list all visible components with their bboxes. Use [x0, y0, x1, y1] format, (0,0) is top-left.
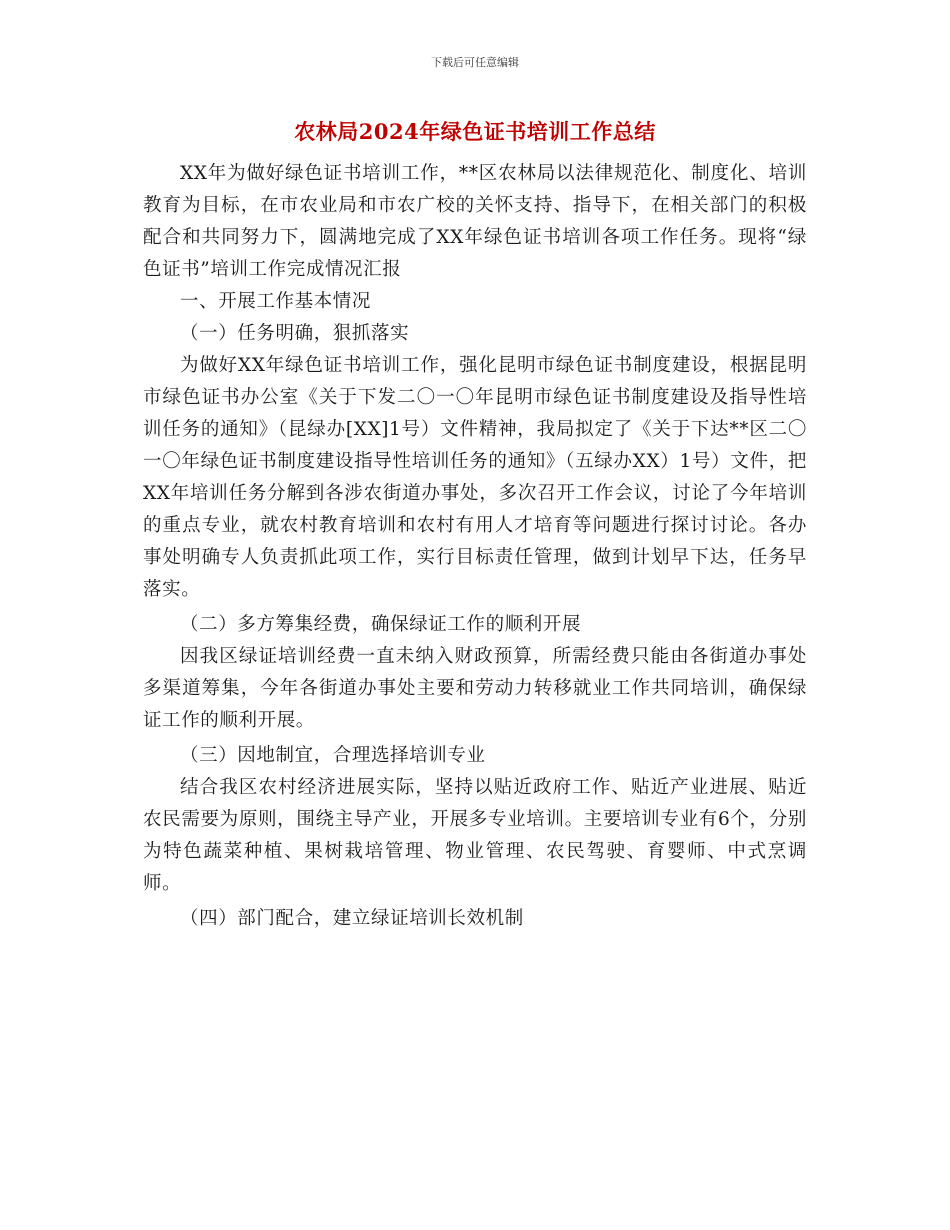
header-note: 下载后可任意编辑 — [431, 56, 519, 69]
body-paragraph-3: 结合我区农村经济进展实际，坚持以贴近政府工作、贴近产业进展、贴近农民需要为原则，围绕主导产业，开展多专业培训。主要培训专业有6个，分别为特色蔬菜种植、果树栽培管理、物业管理、农民驾驶、育婴师、中式烹调师。 — [143, 777, 807, 894]
subsection-heading-4: （四）部门配合，建立绿证培训长效机制 — [180, 908, 524, 929]
body-paragraph-1: 为做好XX年绿色证书培训工作，强化昆明市绿色证书制度建设，根据昆明市绿色证书办公室《关于下发二〇一〇年昆明市绿色证书制度建设及指导性培训任务的通知》（昆绿办[XX]1号）文件精神，我局拟定了《关于下达**区二〇一〇年绿色证书制度建设指导性培训任务的通知》（五绿办XX）1号）文件，把XX年培训任务分解到各涉农街道办事处，多次召开工作会议，讨论了今年培训的重点专业，就农村教育培训和农村有用人才培育等问题进行探讨讨论。各办事处明确专人负责抓此项工作，实行目标责任管理，做到计划早下达，任务早落实。 — [143, 355, 807, 600]
body-paragraph-2: 因我区绿证培训经费一直未纳入财政预算，所需经费只能由各街道办事处多渠道筹集，今年各街道办事处主要和劳动力转移就业工作共同培训，确保绿证工作的顺利开展。 — [143, 646, 807, 731]
section-heading-1: 一、开展工作基本情况 — [180, 291, 372, 312]
subsection-heading-2: （二）多方筹集经费，确保绿证工作的顺利开展 — [180, 614, 582, 635]
document-body — [143, 158, 807, 935]
subsection-heading-3: （三）因地制宜，合理选择培训专业 — [180, 745, 486, 766]
intro-paragraph: XX年为做好绿色证书培训工作，**区农林局以法律规范化、制度化、培训教育为目标，在市农业局和市农广校的关怀支持、指导下，在相关部门的积极配合和共同努力下，圆满地完成了XX年绿色证书培训各项工作任务。现将“绿色证书”培训工作完成情况汇报 — [143, 163, 807, 280]
subsection-heading-1: （一）任务明确，狠抓落实 — [180, 323, 410, 344]
document-title: 农林局2024年绿色证书培训工作总结 — [294, 119, 656, 144]
